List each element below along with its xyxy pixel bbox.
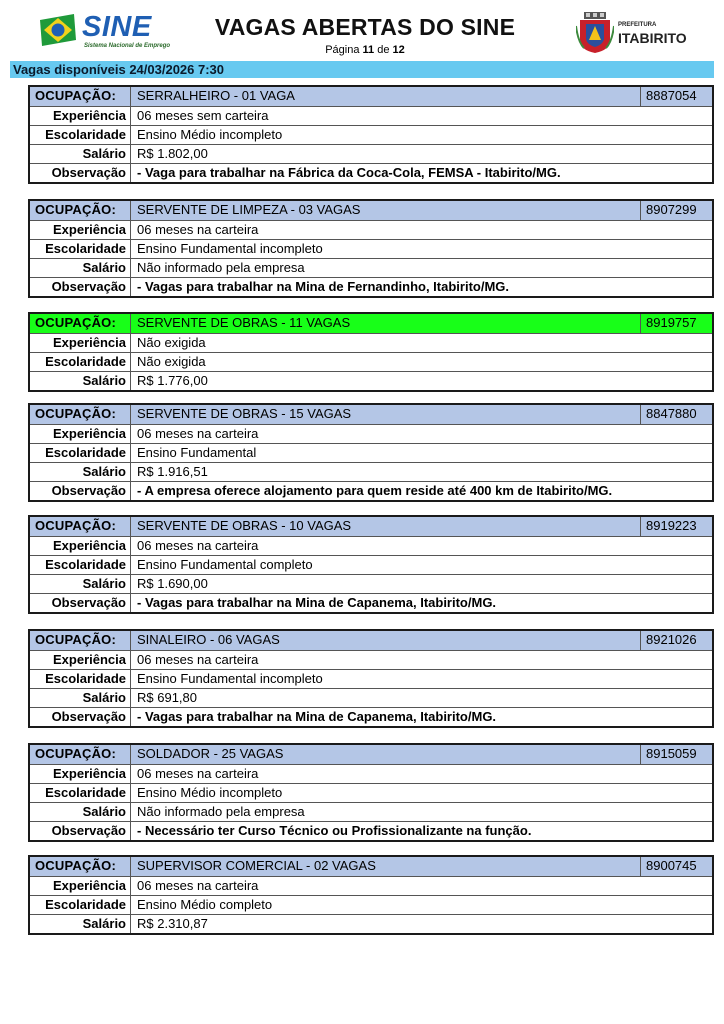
- job-code: 8887054: [640, 87, 712, 106]
- salary-row: [30, 688, 712, 707]
- occupation-label: OCUPAÇÃO:: [30, 857, 131, 876]
- education-label: Escolaridade: [30, 556, 131, 574]
- experience-label: Experiência: [30, 221, 131, 239]
- observation-label: Observação: [30, 164, 131, 182]
- experience-row: [30, 876, 712, 895]
- observation-value: - Vagas para trabalhar na Mina de Capanema, Itabirito/MG.: [137, 709, 497, 724]
- education-value: Ensino Médio incompleto: [137, 785, 283, 800]
- page-total: 12: [392, 44, 405, 56]
- job-code: 8919223: [640, 517, 712, 536]
- salary-row: [30, 144, 712, 163]
- salary-label: Salário: [30, 915, 131, 933]
- experience-value: 06 meses na carteira: [137, 538, 259, 553]
- sine-flag-icon: [38, 12, 78, 48]
- education-row: [30, 443, 712, 462]
- education-row: [30, 783, 712, 802]
- experience-label: Experiência: [30, 651, 131, 669]
- salary-value: R$ 2.310,87: [137, 916, 208, 931]
- observation-row: [30, 277, 712, 296]
- occupation-title: SERRALHEIRO - 01 VAGA: [137, 88, 295, 103]
- page-header: [0, 0, 724, 60]
- salary-value: Não informado pela empresa: [137, 260, 305, 275]
- job-listing: [28, 85, 714, 184]
- sine-wordmark: SINE: [82, 11, 152, 43]
- salary-label: Salário: [30, 372, 131, 390]
- observation-label: Observação: [30, 278, 131, 296]
- education-label: Escolaridade: [30, 444, 131, 462]
- education-value: Ensino Fundamental: [137, 445, 257, 460]
- experience-value: 06 meses na carteira: [137, 426, 259, 441]
- experience-label: Experiência: [30, 765, 131, 783]
- education-value: Ensino Médio incompleto: [137, 127, 283, 142]
- education-row: [30, 555, 712, 574]
- observation-value: - Vagas para trabalhar na Mina de Capanema, Itabirito/MG.: [137, 595, 497, 610]
- education-label: Escolaridade: [30, 353, 131, 371]
- education-row: [30, 895, 712, 914]
- experience-value: 06 meses sem carteira: [137, 108, 269, 123]
- job-listing: [28, 403, 714, 502]
- job-code: 8907299: [640, 201, 712, 220]
- salary-value: R$ 691,80: [137, 690, 197, 705]
- occupation-title: SOLDADOR - 25 VAGAS: [137, 746, 284, 761]
- occupation-label: OCUPAÇÃO:: [30, 405, 131, 424]
- experience-label: Experiência: [30, 537, 131, 555]
- salary-label: Salário: [30, 145, 131, 163]
- salary-row: [30, 258, 712, 277]
- salary-row: [30, 371, 712, 390]
- page-title: VAGAS ABERTAS DO SINE: [214, 14, 516, 40]
- salary-row: [30, 462, 712, 481]
- experience-row: [30, 424, 712, 443]
- salary-label: Salário: [30, 803, 131, 821]
- job-listing: [28, 199, 714, 298]
- job-listing: [28, 515, 714, 614]
- observation-row: [30, 481, 712, 500]
- occupation-title: SERVENTE DE OBRAS - 10 VAGAS: [137, 518, 352, 533]
- salary-label: Salário: [30, 259, 131, 277]
- occupation-row: [30, 517, 712, 536]
- experience-label: Experiência: [30, 107, 131, 125]
- experience-row: [30, 220, 712, 239]
- experience-row: [30, 536, 712, 555]
- job-code: 8915059: [640, 745, 712, 764]
- observation-row: [30, 821, 712, 840]
- page-separator: de: [377, 44, 390, 56]
- occupation-row: [30, 857, 712, 876]
- salary-value: R$ 1.802,00: [137, 146, 208, 161]
- observation-row: [30, 707, 712, 726]
- experience-row: [30, 106, 712, 125]
- salary-label: Salário: [30, 575, 131, 593]
- job-listing: [28, 855, 714, 935]
- observation-row: [30, 593, 712, 612]
- sine-subtitle: Sistema Nacional de Emprego: [84, 43, 171, 49]
- prefeitura-logo: [576, 12, 696, 56]
- education-value: Ensino Fundamental incompleto: [137, 241, 323, 256]
- education-row: [30, 239, 712, 258]
- page-current: 11: [362, 44, 375, 56]
- job-code: 8921026: [640, 631, 712, 650]
- job-listing: [28, 629, 714, 728]
- job-code: 8900745: [640, 857, 712, 876]
- job-code: 8847880: [640, 405, 712, 424]
- salary-value: R$ 1.776,00: [137, 373, 208, 388]
- observation-label: Observação: [30, 822, 131, 840]
- salary-row: [30, 802, 712, 821]
- experience-value: 06 meses na carteira: [137, 222, 259, 237]
- education-label: Escolaridade: [30, 240, 131, 258]
- occupation-row: [30, 201, 712, 220]
- occupation-title: SERVENTE DE LIMPEZA - 03 VAGAS: [137, 202, 361, 217]
- observation-label: Observação: [30, 708, 131, 726]
- occupation-title: SINALEIRO - 06 VAGAS: [137, 632, 280, 647]
- occupation-row: [30, 405, 712, 424]
- experience-row: [30, 333, 712, 352]
- occupation-label: OCUPAÇÃO:: [30, 745, 131, 764]
- experience-row: [30, 764, 712, 783]
- occupation-label: OCUPAÇÃO:: [30, 87, 131, 106]
- occupation-title: SERVENTE DE OBRAS - 11 VAGAS: [137, 315, 351, 330]
- occupation-row: [30, 631, 712, 650]
- education-value: Não exigida: [137, 354, 206, 369]
- observation-value: - Vaga para trabalhar na Fábrica da Coca-Cola, FEMSA - Itabirito/MG.: [137, 165, 561, 180]
- city-crest-icon: [576, 12, 614, 54]
- experience-value: 06 meses na carteira: [137, 878, 259, 893]
- job-code: 8919757: [640, 314, 712, 333]
- education-value: Ensino Médio completo: [137, 897, 273, 912]
- occupation-label: OCUPAÇÃO:: [30, 517, 131, 536]
- salary-value: Não informado pela empresa: [137, 804, 305, 819]
- education-row: [30, 352, 712, 371]
- salary-label: Salário: [30, 463, 131, 481]
- education-row: [30, 125, 712, 144]
- occupation-row: [30, 745, 712, 764]
- salary-row: [30, 574, 712, 593]
- occupation-row: [30, 87, 712, 106]
- observation-label: Observação: [30, 594, 131, 612]
- education-label: Escolaridade: [30, 784, 131, 802]
- experience-label: Experiência: [30, 877, 131, 895]
- education-value: Ensino Fundamental incompleto: [137, 671, 323, 686]
- education-row: [30, 669, 712, 688]
- occupation-title: SERVENTE DE OBRAS - 15 VAGAS: [137, 406, 352, 421]
- observation-value: - A empresa oferece alojamento para quem reside até 400 km de Itabirito/MG.: [137, 483, 613, 498]
- education-label: Escolaridade: [30, 670, 131, 688]
- availability-date-bar: Vagas disponíveis 24/03/2026 7:30: [10, 61, 714, 78]
- education-label: Escolaridade: [30, 126, 131, 144]
- page-number: [190, 44, 540, 56]
- prefeitura-label: PREFEITURA: [618, 22, 657, 28]
- education-label: Escolaridade: [30, 896, 131, 914]
- observation-label: Observação: [30, 482, 131, 500]
- experience-value: Não exigida: [137, 335, 206, 350]
- occupation-row: [30, 314, 712, 333]
- city-name: ITABIRITO: [618, 30, 687, 46]
- experience-label: Experiência: [30, 334, 131, 352]
- salary-label: Salário: [30, 689, 131, 707]
- page-prefix: Página: [325, 44, 360, 56]
- experience-value: 06 meses na carteira: [137, 652, 259, 667]
- education-value: Ensino Fundamental completo: [137, 557, 313, 572]
- salary-row: [30, 914, 712, 933]
- sine-logo: [38, 11, 171, 52]
- experience-label: Experiência: [30, 425, 131, 443]
- salary-value: R$ 1.690,00: [137, 576, 208, 591]
- observation-value: - Vagas para trabalhar na Mina de Fernandinho, Itabirito/MG.: [137, 279, 510, 294]
- experience-row: [30, 650, 712, 669]
- job-listing: [28, 743, 714, 842]
- experience-value: 06 meses na carteira: [137, 766, 259, 781]
- observation-row: [30, 163, 712, 182]
- occupation-title: SUPERVISOR COMERCIAL - 02 VAGAS: [137, 858, 376, 873]
- occupation-label: OCUPAÇÃO:: [30, 631, 131, 650]
- salary-value: R$ 1.916,51: [137, 464, 208, 479]
- occupation-label: OCUPAÇÃO:: [30, 314, 131, 333]
- job-listing: [28, 312, 714, 392]
- occupation-label: OCUPAÇÃO:: [30, 201, 131, 220]
- observation-value: - Necessário ter Curso Técnico ou Profissionalizante na função.: [137, 823, 532, 838]
